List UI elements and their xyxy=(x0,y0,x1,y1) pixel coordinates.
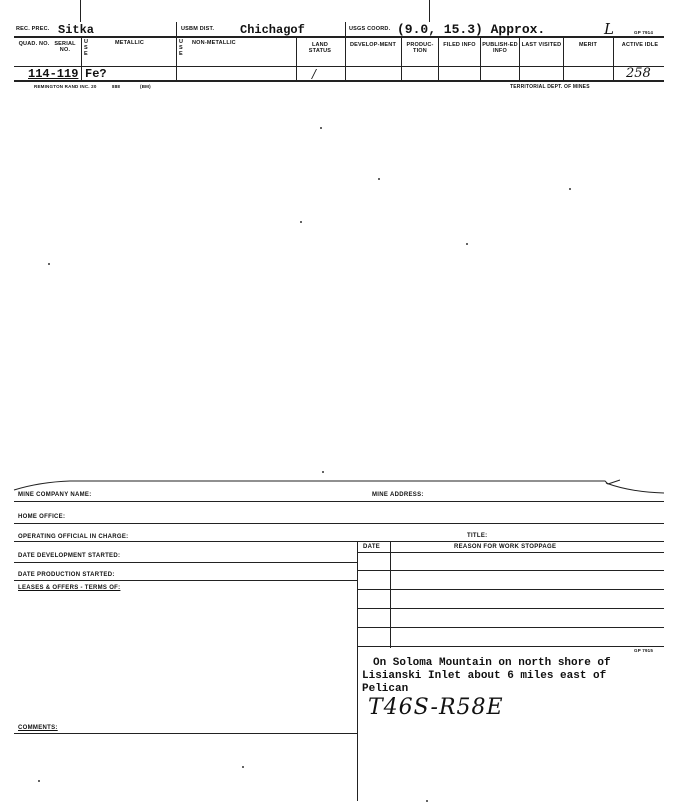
quad-no-header: QUAD. NO. xyxy=(18,41,50,47)
development-header: DEVELOP-MENT xyxy=(349,42,397,48)
stoppage-row-rule xyxy=(357,589,664,590)
card-edge-tick xyxy=(429,0,430,22)
published-info-header: PUBLISH-ED INFO xyxy=(482,42,518,54)
date-development-started-label: DATE DEVELOPMENT STARTED: xyxy=(18,553,121,559)
form-number: GP 7915 xyxy=(634,648,654,653)
use-header: USE xyxy=(179,39,184,57)
form-rule xyxy=(14,733,357,734)
land-status-header: LAND STATUS xyxy=(308,42,332,54)
date-production-started-label: DATE PRODUCTION STARTED: xyxy=(18,572,115,578)
header-rule xyxy=(14,66,664,67)
location-line-3: Pelican xyxy=(362,683,409,695)
dust-speck xyxy=(466,243,468,245)
date-column-header: DATE xyxy=(363,544,381,550)
dust-speck xyxy=(426,800,428,802)
card-bottom-rule xyxy=(14,80,664,82)
col-divider xyxy=(296,36,297,80)
col-divider xyxy=(438,36,439,80)
dust-speck xyxy=(569,188,571,190)
active-idle-header: ACTIVE IDLE xyxy=(621,42,659,48)
stoppage-row-rule xyxy=(357,646,664,647)
stoppage-row-rule xyxy=(357,608,664,609)
dust-speck xyxy=(320,127,322,129)
dust-speck xyxy=(48,263,50,265)
active-idle-value: 258 xyxy=(626,66,651,81)
title-label: TITLE: xyxy=(467,533,488,539)
form-rule xyxy=(14,580,357,581)
rec-prec-value: Sitka xyxy=(58,23,95,37)
form-rule xyxy=(357,552,664,553)
col-divider xyxy=(81,36,82,80)
location-line-2: Lisianski Inlet about 6 miles east of xyxy=(362,670,607,682)
col-divider xyxy=(176,22,177,80)
table-divider xyxy=(357,541,358,801)
mine-company-name-label: MINE COMPANY NAME: xyxy=(18,492,92,498)
merit-header: MERIT xyxy=(578,42,598,48)
card-edge-tick xyxy=(80,0,81,22)
non-metallic-header: NON-METALLIC xyxy=(192,40,236,46)
dust-speck xyxy=(38,780,40,782)
comments-label: COMMENTS: xyxy=(18,725,58,731)
operating-official-label: OPERATING OFFICIAL IN CHARGE: xyxy=(18,534,129,540)
stoppage-row-rule xyxy=(357,570,664,571)
location-line-1: On Soloma Mountain on north shore of xyxy=(373,657,611,669)
filed-info-header: FILED INFO xyxy=(443,42,476,48)
mine-address-label: MINE ADDRESS: xyxy=(372,492,424,498)
home-office-label: HOME OFFICE: xyxy=(18,514,66,520)
last-visited-header: LAST VISITED xyxy=(521,42,562,48)
header-rule xyxy=(14,36,664,38)
dust-speck xyxy=(300,221,302,223)
land-status-value: / xyxy=(312,67,317,81)
reason-column-header: REASON FOR WORK STOPPAGE xyxy=(454,544,557,550)
corner-mark: L xyxy=(604,20,614,38)
printer-code: (BM) xyxy=(140,84,151,89)
dust-speck xyxy=(242,766,244,768)
printer-code: 888 xyxy=(112,84,121,89)
township-range-handwritten: T46S-R58E xyxy=(368,695,504,720)
quad-serial-value: 114-119 xyxy=(28,67,79,81)
usbm-dist-value: Chichagof xyxy=(240,23,305,37)
col-divider xyxy=(613,36,614,80)
usgs-coord-label: USGS COORD. xyxy=(349,26,391,32)
department-name: TERRITORIAL DEPT. OF MINES xyxy=(510,84,590,90)
serial-no-header: SERIAL NO. xyxy=(54,41,76,53)
leases-offers-label: LEASES & OFFERS - TERMS OF: xyxy=(18,585,121,591)
usgs-coord-value: (9.0, 15.3) Approx. xyxy=(397,22,546,37)
form-number: GP 7914 xyxy=(634,30,654,35)
metallic-value: Fe? xyxy=(85,67,107,81)
form-rule xyxy=(14,523,664,524)
dust-speck xyxy=(378,178,380,180)
form-rule xyxy=(14,501,664,502)
printer-mark: REMINGTON RAND INC. 20 xyxy=(34,84,97,89)
form-rule xyxy=(14,541,664,542)
use-header: USE xyxy=(84,39,89,57)
col-divider xyxy=(345,22,346,80)
dust-speck xyxy=(322,471,324,473)
rec-prec-label: REC. PREC. xyxy=(16,26,50,32)
metallic-header: METALLIC xyxy=(115,40,144,46)
stoppage-row-rule xyxy=(357,627,664,628)
production-header: PRODUC-TION xyxy=(406,42,434,54)
form-rule xyxy=(14,562,357,563)
usbm-dist-label: USBM DIST. xyxy=(181,26,215,32)
card-top-edge xyxy=(0,476,678,496)
table-divider xyxy=(390,541,391,648)
